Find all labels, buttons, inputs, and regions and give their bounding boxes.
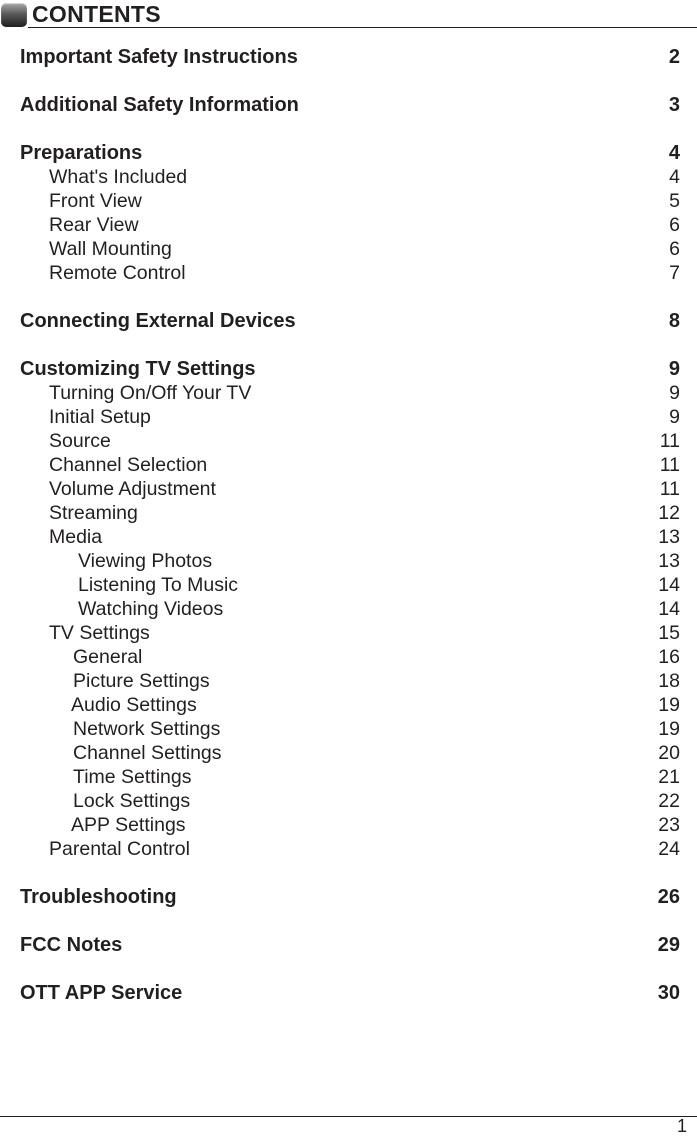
- toc-subentry: [0, 789, 697, 813]
- toc-section-entry: [0, 141, 697, 165]
- toc-entry-page-number: 2: [668, 46, 680, 68]
- toc-entry-label: Volume Adjustment: [49, 478, 216, 500]
- toc-entry-label: Channel Selection: [49, 454, 208, 476]
- toc-subentry: [0, 765, 697, 789]
- toc-entry-page-number: 5: [669, 190, 680, 212]
- toc-subentry: [0, 165, 697, 189]
- toc-entry-label: FCC Notes: [20, 934, 123, 956]
- toc-entry-label: Parental Control: [49, 838, 190, 860]
- toc-entry-page-number: 22: [658, 790, 680, 812]
- toc-section-entry: [0, 309, 697, 333]
- toc-section-entry: [0, 933, 697, 957]
- toc-entry-page-number: 6: [669, 238, 680, 260]
- toc-entry-page-number: 9: [669, 406, 680, 428]
- toc-entry-page-number: 9: [668, 358, 680, 380]
- toc-entry-label: Preparations: [20, 142, 143, 164]
- toc-entry-page-number: 9: [669, 382, 680, 404]
- toc-subentry: [0, 237, 697, 261]
- toc-entry-label: Wall Mounting: [49, 238, 172, 260]
- toc-entry-page-number: 19: [658, 718, 680, 740]
- toc-entry-page-number: 30: [657, 982, 680, 1004]
- toc-entry-page-number: 6: [669, 214, 680, 236]
- footer-page-number: 1: [676, 1116, 687, 1136]
- toc-entry-label: Remote Control: [49, 262, 186, 284]
- toc-entry-label: General: [73, 646, 143, 668]
- toc-entry-label: OTT APP Service: [20, 982, 183, 1004]
- rounded-square-bullet-icon: [1, 3, 27, 27]
- toc-subentry: [0, 189, 697, 213]
- toc-entry-label: Channel Settings: [73, 742, 222, 764]
- toc-subentry: [0, 477, 697, 501]
- toc-entry-page-number: 26: [657, 886, 680, 908]
- toc-entry-label: Viewing Photos: [78, 550, 213, 572]
- toc-entry-label: Important Safety Instructions: [20, 46, 298, 68]
- toc-entry-label: Network Settings: [73, 718, 221, 740]
- toc-entry-page-number: 14: [658, 598, 680, 620]
- toc-entry-page-number: 13: [658, 550, 680, 572]
- toc-entry-label: Time Settings: [73, 766, 192, 788]
- toc-subentry: [0, 717, 697, 741]
- toc-entry-page-number: 4: [669, 166, 680, 188]
- toc-entry-page-number: 29: [657, 934, 680, 956]
- toc-entry-page-number: 23: [658, 814, 680, 836]
- toc-entry-page-number: 19: [658, 694, 680, 716]
- toc-subentry: [0, 693, 697, 717]
- toc-entry-label: Connecting External Devices: [20, 310, 296, 332]
- toc-entry-label: Rear View: [49, 214, 139, 236]
- toc-subentry: [0, 429, 697, 453]
- toc-entry-label: Media: [49, 526, 103, 548]
- toc-entry-page-number: 18: [658, 670, 680, 692]
- toc-entry-label: Listening To Music: [78, 574, 239, 596]
- toc-entry-page-number: 11: [659, 478, 680, 500]
- toc-section-entry: [0, 981, 697, 1005]
- toc-entry-page-number: 3: [668, 94, 680, 116]
- toc-entry-page-number: 16: [658, 646, 680, 668]
- toc-subentry: [0, 621, 697, 645]
- toc-subentry: [0, 549, 697, 573]
- toc-entry-label: Audio Settings: [71, 694, 197, 716]
- toc-subentry: [0, 645, 697, 669]
- footer-rule: [0, 1116, 697, 1117]
- toc-subentry: [0, 381, 697, 405]
- toc-subentry: [0, 405, 697, 429]
- toc-entry-page-number: 11: [659, 430, 680, 452]
- toc-subentry: [0, 501, 697, 525]
- toc-subentry: [0, 261, 697, 285]
- toc-subentry: [0, 837, 697, 861]
- toc-entry-label: What's Included: [49, 166, 188, 188]
- toc-entry-label: Initial Setup: [49, 406, 151, 428]
- toc-entry-label: APP Settings: [71, 814, 186, 836]
- toc-entry-page-number: 24: [658, 838, 680, 860]
- toc-entry-label: Turning On/Off Your TV: [49, 382, 252, 404]
- toc-entry-label: Streaming: [49, 502, 138, 524]
- toc-section-entry: [0, 357, 697, 381]
- toc-subentry: [0, 597, 697, 621]
- toc-entry-label: Troubleshooting: [20, 886, 177, 908]
- toc-entry-page-number: 15: [658, 622, 680, 644]
- toc-entry-page-number: 7: [669, 262, 680, 284]
- toc-subentry: [0, 453, 697, 477]
- toc-subentry: [0, 573, 697, 597]
- toc-entry-label: Picture Settings: [73, 670, 210, 692]
- toc-entry-page-number: 20: [658, 742, 680, 764]
- toc-entry-page-number: 13: [658, 526, 680, 548]
- toc-entry-page-number: 21: [658, 766, 680, 788]
- toc-entry-page-number: 8: [668, 310, 680, 332]
- toc-subentry: [0, 213, 697, 237]
- toc-entry-page-number: 11: [659, 454, 680, 476]
- toc-entry-label: Front View: [49, 190, 142, 212]
- header-rule: [28, 27, 697, 28]
- toc-entry-label: Customizing TV Settings: [20, 358, 256, 380]
- toc-section-entry: [0, 885, 697, 909]
- contents-header: [0, 0, 697, 30]
- toc-entry-label: Additional Safety Information: [20, 94, 299, 116]
- toc-section-entry: [0, 93, 697, 117]
- toc-subentry: [0, 525, 697, 549]
- toc-entry-label: Lock Settings: [73, 790, 191, 812]
- toc-entry-page-number: 12: [658, 502, 680, 524]
- toc-entry-label: Source: [49, 430, 111, 452]
- toc-subentry: [0, 669, 697, 693]
- toc-section-entry: [0, 45, 697, 69]
- toc-entry-page-number: 14: [658, 574, 680, 596]
- toc-entry-label: TV Settings: [49, 622, 150, 644]
- toc-entry-label: Watching Videos: [78, 598, 224, 620]
- toc-subentry: [0, 741, 697, 765]
- page-title: CONTENTS: [32, 1, 161, 27]
- toc-entry-page-number: 4: [668, 142, 680, 164]
- toc-subentry: [0, 813, 697, 837]
